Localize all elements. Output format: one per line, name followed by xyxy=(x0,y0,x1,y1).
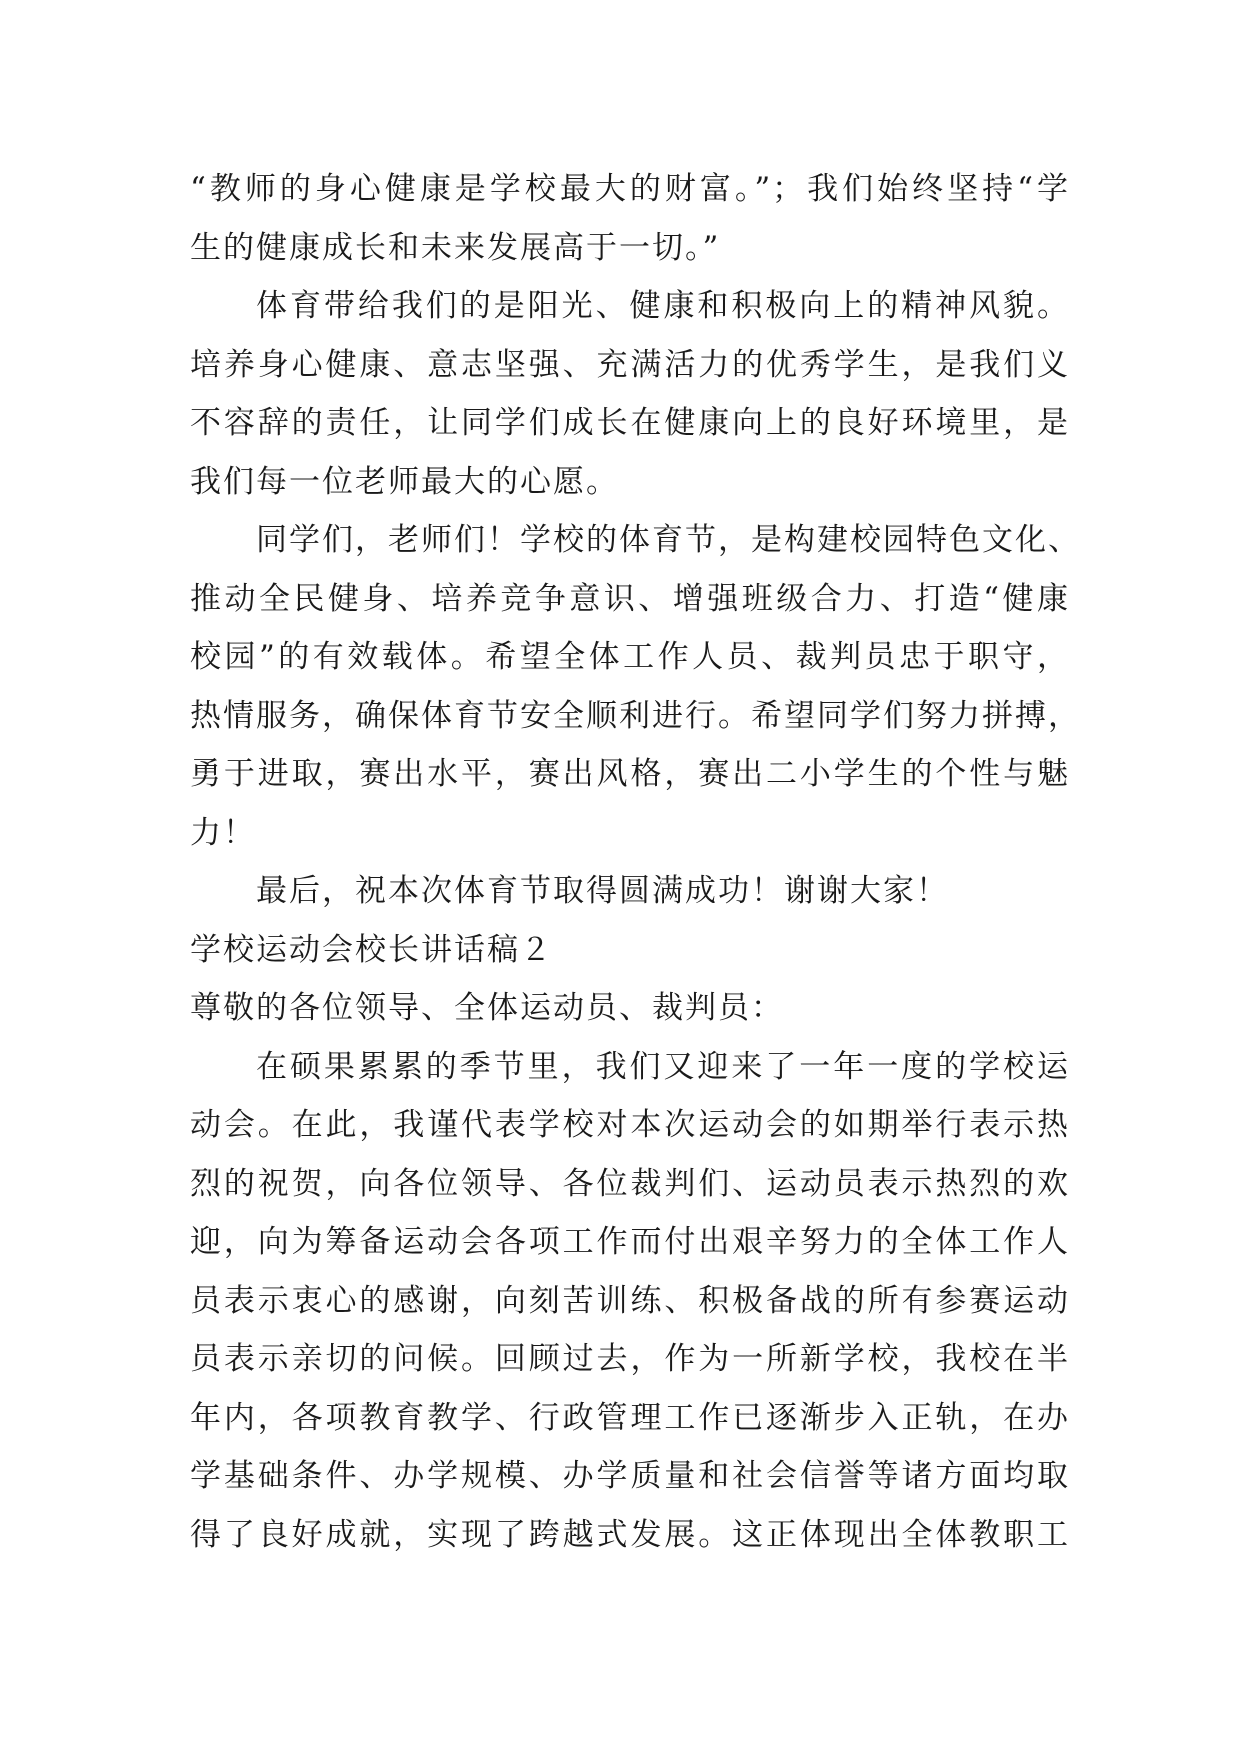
text-line: 迎，向为筹备运动会各项工作而付出艰辛努力的全体工作人 xyxy=(190,1224,1070,1260)
text-line: 校园”的有效载体。希望全体工作人员、裁判员忠于职守， xyxy=(190,639,1070,675)
text-line: 烈的祝贺，向各位领导、各位裁判们、运动员表示热烈的欢 xyxy=(190,1165,1070,1202)
text-line: 得了良好成就，实现了跨越式发展。这正体现出全体教职工 xyxy=(190,1516,1070,1553)
text-line: “教师的身心健康是学校最大的财富。”；我们始终坚持“学 xyxy=(190,171,1070,207)
text-line: 体育带给我们的是阳光、健康和积极向上的精神风貌。 xyxy=(256,288,1070,324)
text-line: 学基础条件、办学规模、办学质量和社会信誉等诸方面均取 xyxy=(190,1458,1070,1494)
text-line: 学校运动会校长讲话稿２ xyxy=(190,931,553,968)
text-line: 动会。在此，我谨代表学校对本次运动会的如期举行表示热 xyxy=(190,1107,1070,1143)
text-line: 我们每一位老师最大的心愿。 xyxy=(190,463,619,500)
text-line: 员表示亲切的问候。回顾过去，作为一所新学校，我校在半 xyxy=(190,1341,1070,1377)
text-line: 力！ xyxy=(190,814,256,851)
text-line: 勇于进取，赛出水平，赛出风格，赛出二小学生的个性与魅 xyxy=(190,756,1070,792)
text-line: 年内，各项教育教学、行政管理工作已逐渐步入正轨，在办 xyxy=(190,1399,1070,1436)
text-line: 热情服务，确保体育节安全顺利进行。希望同学们努力拼搏， xyxy=(190,697,1081,734)
text-line: 在硕果累累的季节里，我们又迎来了一年一度的学校运 xyxy=(256,1048,1070,1085)
text-line: 员表示衷心的感谢，向刻苦训练、积极备战的所有参赛运动 xyxy=(190,1282,1070,1319)
text-line: 培养身心健康、意志坚强、充满活力的优秀学生，是我们义 xyxy=(190,346,1070,383)
text-line: 不容辞的责任，让同学们成长在健康向上的良好环境里，是 xyxy=(190,405,1070,441)
text-line: 生的健康成长和未来发展高于一切。” xyxy=(190,229,721,266)
text-line: 尊敬的各位领导、全体运动员、裁判员： xyxy=(190,990,784,1026)
text-line: 最后，祝本次体育节取得圆满成功！谢谢大家！ xyxy=(256,873,949,909)
text-line: 同学们，老师们！学校的体育节，是构建校园特色文化、 xyxy=(256,522,1081,558)
document-body xyxy=(190,160,1081,1564)
text-line: 推动全民健身、培养竞争意识、增强班级合力、打造“健康 xyxy=(190,580,1070,617)
